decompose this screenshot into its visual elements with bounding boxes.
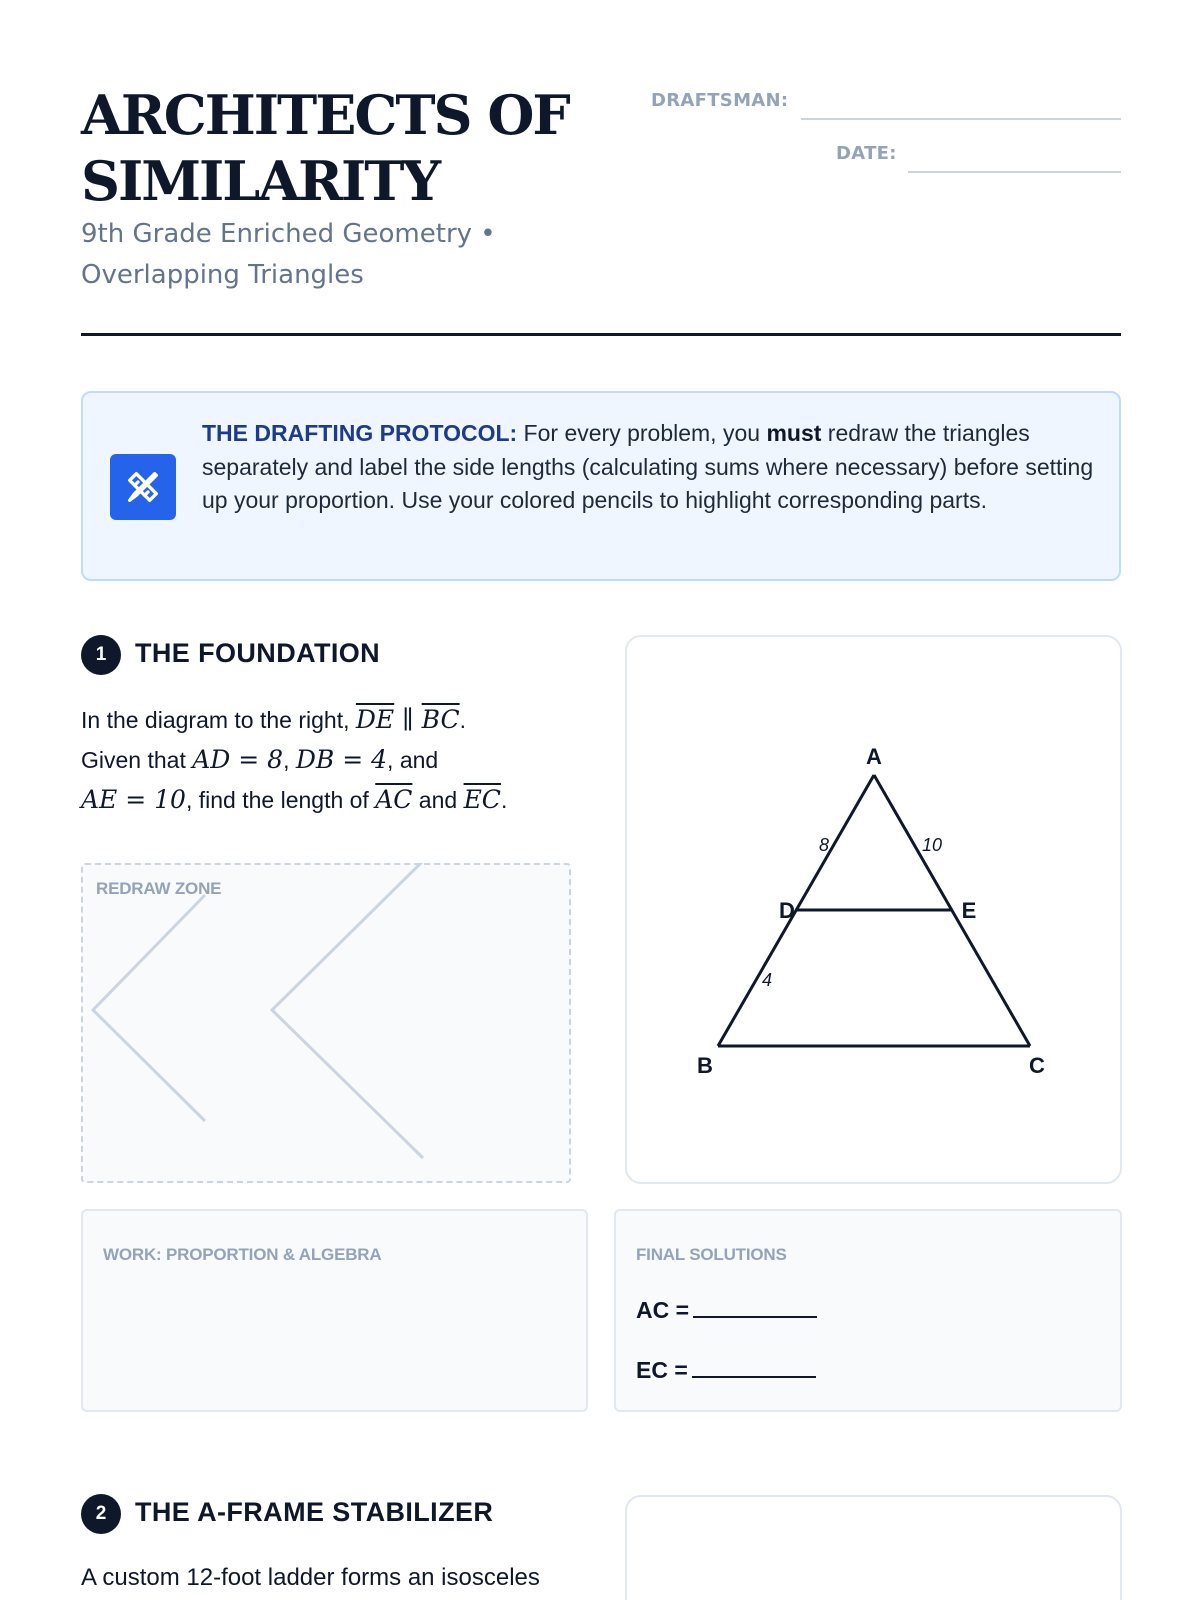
work-area-label: WORK: PROPORTION & ALGEBRA <box>103 1245 382 1264</box>
redraw-guide-shapes <box>81 863 571 1183</box>
draftsman-label: DRAFTSMAN: <box>651 90 789 111</box>
diagram-card-1 <box>625 635 1122 1184</box>
segment-ec: $\overline{EC}$ <box>463 785 501 814</box>
segment-de: $\overline{DE}$ <box>355 705 395 734</box>
given-ae: AE = 10 <box>81 785 186 814</box>
length-ad-label: 8 <box>818 835 830 855</box>
problem-text: Given that <box>81 747 193 773</box>
solution-ec-label: EC = <box>636 1357 688 1383</box>
redraw-guide-chevron <box>93 895 205 1121</box>
section-title-1: THE FOUNDATION <box>135 638 381 668</box>
redraw-zone[interactable] <box>81 863 571 1183</box>
vertex-a-label: A <box>866 744 882 769</box>
protocol-callout <box>81 391 1121 581</box>
triangle-diagram <box>627 637 1124 1186</box>
problem-text: . <box>500 787 508 813</box>
section-number-2: 2 <box>81 1494 121 1534</box>
problem-text: , and <box>387 747 439 773</box>
length-ae-label: 10 <box>921 835 943 855</box>
protocol-emphasis: must <box>766 420 822 446</box>
vertex-c-label: C <box>1029 1053 1045 1078</box>
problem-text: and <box>412 787 464 813</box>
pencil-ruler-icon <box>110 454 176 520</box>
problem-statement-1 <box>81 700 581 820</box>
redraw-guide-chevron <box>272 863 423 1158</box>
given-ad: AD = 8 <box>192 745 284 774</box>
page-subtitle: 9th Grade Enriched Geometry • Overlapping Triangles <box>81 219 496 290</box>
protocol-text <box>202 417 1102 518</box>
problem-text: , <box>283 747 296 773</box>
protocol-lead: THE DRAFTING PROTOCOL: <box>202 420 518 446</box>
final-solutions-card <box>614 1209 1122 1412</box>
segment-ac: $\overline{AC}$ <box>375 785 413 814</box>
problem-text: , find the length of <box>185 787 376 813</box>
parallel-symbol: ∥ <box>394 705 422 734</box>
final-solutions-label: FINAL SOLUTIONS <box>636 1245 787 1264</box>
vertex-b-label: B <box>697 1053 713 1078</box>
problem-text: In the diagram to the right, <box>81 707 356 733</box>
length-db-label: 4 <box>761 970 773 990</box>
segment-bc: $\overline{BC}$ <box>421 705 460 734</box>
date-label: DATE: <box>836 143 897 164</box>
problem-statement-2: A custom 12-foot ladder forms an isosceles <box>81 1564 540 1591</box>
protocol-text-part: For every problem, you <box>517 420 767 446</box>
vertex-e-label: E <box>961 898 977 923</box>
solution-ac <box>636 1296 817 1324</box>
diagram-card-2 <box>625 1495 1122 1600</box>
work-area[interactable] <box>81 1209 588 1412</box>
solution-ec <box>636 1356 816 1384</box>
header-divider <box>81 333 1121 336</box>
solution-ac-label: AC = <box>636 1297 690 1323</box>
solution-ec-blank[interactable] <box>692 1356 816 1378</box>
page-title: ARCHITECTS OF SIMILARITY <box>81 83 569 213</box>
redraw-zone-label: REDRAW ZONE <box>96 879 222 898</box>
date-field[interactable] <box>908 171 1121 173</box>
section-number-1: 1 <box>81 635 121 675</box>
problem-text: . <box>459 707 466 733</box>
solution-ac-blank[interactable] <box>693 1296 817 1318</box>
section-title-2: THE A-FRAME STABILIZER <box>135 1497 494 1527</box>
protocol-text-part: redraw the triangles separately and label the side lengths (calculating sums where necessary) before setting up your proportion. Use your colored pencils to highlight corresponding parts. <box>202 420 1094 513</box>
given-db: DB = 4 <box>295 745 388 774</box>
draftsman-field[interactable] <box>801 118 1121 120</box>
vertex-d-label: D <box>779 898 795 923</box>
